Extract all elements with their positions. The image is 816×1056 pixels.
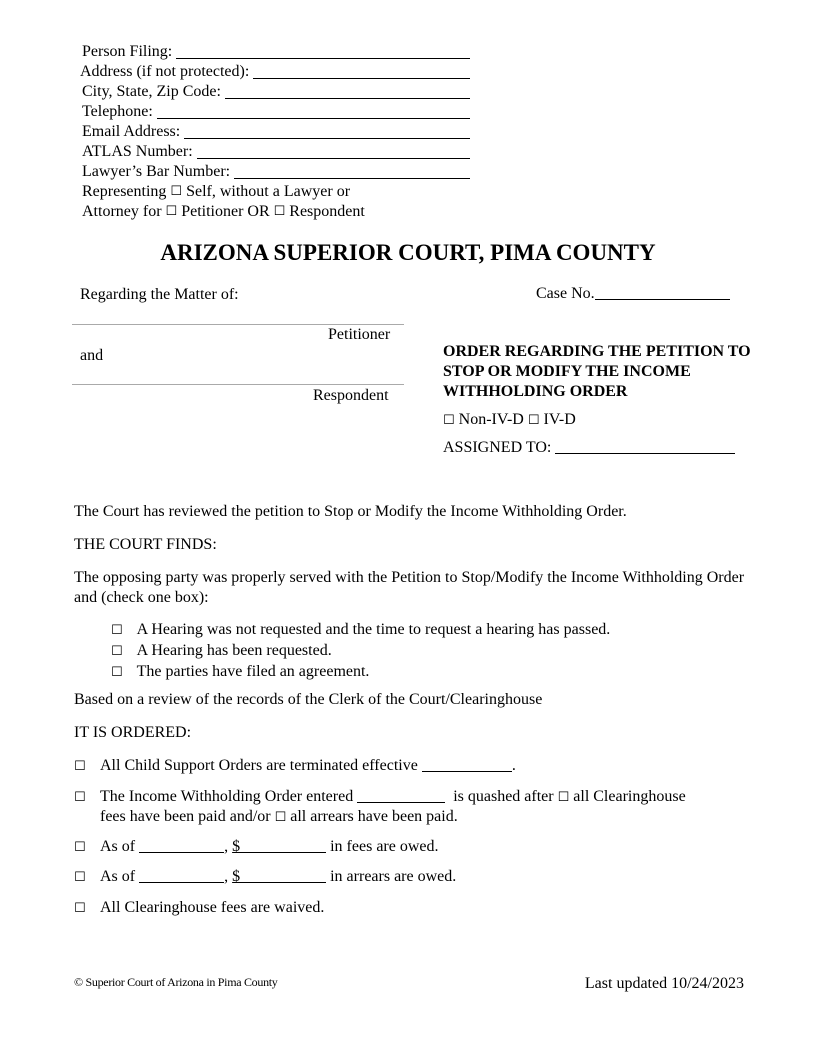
arrears-owed-checkbox[interactable]: ☐ <box>74 870 86 885</box>
assigned-to-label: ASSIGNED TO: <box>443 439 552 456</box>
records-statement: Based on a review of the records of the Clerk of the Court/Clearinghouse <box>74 691 543 708</box>
arrears-amount-field[interactable] <box>240 881 326 883</box>
order-title: ORDER REGARDING THE PETITION TO STOP OR MODIFY THE INCOME WITHHOLDING ORDER <box>443 343 751 400</box>
bar-number-label: Lawyer’s Bar Number: <box>82 163 231 180</box>
it-is-ordered-heading: IT IS ORDERED: <box>74 724 192 741</box>
fees-dollar-sign: $ <box>232 838 241 855</box>
arrears-owed-label: in arrears are owed. <box>330 868 457 885</box>
reviewed-statement: The Court has reviewed the petition to Stop or Modify the Income Withholding Order. <box>74 503 627 520</box>
court-finds-heading: THE COURT FINDS: <box>74 536 217 553</box>
fees-date-field[interactable] <box>139 851 224 853</box>
fees-owed-label: in fees are owed. <box>330 838 439 855</box>
attorney-label: Attorney for <box>82 203 162 220</box>
filer-info-block <box>82 42 470 222</box>
order-arrears-owed: ☐ As of , $ in arrears are owed. <box>74 867 744 888</box>
assigned-to-row <box>443 439 735 457</box>
case-type-row <box>443 411 576 429</box>
atlas-label: ATLAS Number: <box>82 143 193 160</box>
iv-d-checkbox[interactable]: ☐ <box>527 413 540 428</box>
case-number-label: Case No. <box>536 285 595 302</box>
fees-owed-checkbox[interactable]: ☐ <box>74 840 86 855</box>
city-state-zip-row <box>82 82 470 102</box>
email-label: Email Address: <box>82 123 181 140</box>
finding-option-2-checkbox[interactable]: ☐ <box>111 644 123 659</box>
matter-label: Regarding the Matter of: <box>80 286 239 303</box>
telephone-row <box>82 102 470 122</box>
assigned-to-field[interactable] <box>555 452 735 454</box>
telephone-label: Telephone: <box>82 103 153 120</box>
footer-copyright: © Superior Court of Arizona in Pima County <box>74 975 278 989</box>
order-terminated: ☐ All Child Support Orders are terminated effective . <box>74 756 744 777</box>
atlas-row <box>82 142 470 162</box>
finding-option-1-label: A Hearing was not requested and the time to request a hearing has passed. <box>136 621 611 638</box>
address-row <box>80 62 470 82</box>
person-filing-label: Person Filing: <box>82 43 173 60</box>
fees-waived-checkbox[interactable]: ☐ <box>74 901 86 916</box>
finding-option-3-checkbox[interactable]: ☐ <box>111 665 123 680</box>
termination-date-field[interactable] <box>422 770 512 772</box>
petitioner-checkbox[interactable]: ☐ <box>165 204 178 219</box>
respondent-name-line[interactable] <box>72 384 404 385</box>
order-iwo-label-b: is quashed after <box>453 788 554 805</box>
email-field[interactable] <box>184 137 470 139</box>
petitioner-option-label: Petitioner OR <box>181 203 270 220</box>
iv-d-label: IV-D <box>543 411 576 428</box>
address-field[interactable] <box>253 77 470 79</box>
finding-option-1 <box>111 621 610 639</box>
non-iv-d-label: Non-IV-D <box>458 411 524 428</box>
telephone-field[interactable] <box>157 117 470 119</box>
self-label: Self, without a Lawyer or <box>186 183 351 200</box>
atlas-field[interactable] <box>197 157 470 159</box>
bar-number-row <box>82 162 470 182</box>
address-label: Address (if not protected): <box>80 63 250 80</box>
self-checkbox[interactable]: ☐ <box>170 184 183 199</box>
respondent-checkbox[interactable]: ☐ <box>273 204 286 219</box>
iwo-date-field[interactable] <box>357 801 445 803</box>
person-filing-row <box>82 42 470 62</box>
email-row <box>82 122 470 142</box>
court-title: ARIZONA SUPERIOR COURT, PIMA COUNTY <box>160 240 656 265</box>
finding-option-2 <box>111 642 332 660</box>
arrears-paid-checkbox[interactable]: ☐ <box>274 810 287 825</box>
arrears-dollar-sign: $ <box>232 868 241 885</box>
order-iwo-label-a: The Income Withholding Order entered <box>100 788 354 805</box>
respondent-label: Respondent <box>313 387 389 404</box>
served-statement: The opposing party was properly served with the Petition to Stop/Modify the Income Withholding Order and (check one box): <box>74 569 745 606</box>
person-filing-field[interactable] <box>176 57 470 59</box>
order-fees-owed: ☐ As of , $ in fees are owed. <box>74 837 744 858</box>
finding-option-1-checkbox[interactable]: ☐ <box>111 623 123 638</box>
order-fees-waived <box>74 898 744 919</box>
petitioner-name-line[interactable] <box>72 324 404 325</box>
case-number-field[interactable] <box>595 298 730 300</box>
order-iwo-label-e: all arrears have been paid. <box>290 808 458 825</box>
representing-label: Representing <box>82 183 167 200</box>
respondent-option-label: Respondent <box>289 203 365 220</box>
and-label: and <box>80 347 104 364</box>
order-iwo-quashed-cont <box>100 807 770 828</box>
fees-as-of-label: As of <box>100 838 136 855</box>
order-iwo-checkbox[interactable]: ☐ <box>74 790 86 805</box>
case-number-row <box>536 285 730 303</box>
city-state-zip-label: City, State, Zip Code: <box>82 83 221 100</box>
finding-option-2-label: A Hearing has been requested. <box>136 642 332 659</box>
finding-option-3 <box>111 663 369 681</box>
attorney-row <box>82 202 470 222</box>
footer-last-updated: Last updated 10/24/2023 <box>584 975 744 992</box>
bar-number-field[interactable] <box>234 177 470 179</box>
order-terminated-label: All Child Support Orders are terminated effective <box>100 757 418 774</box>
city-state-zip-field[interactable] <box>225 97 470 99</box>
clearinghouse-fees-checkbox[interactable]: ☐ <box>557 790 570 805</box>
finding-option-3-label: The parties have filed an agreement. <box>136 663 370 680</box>
non-iv-d-checkbox[interactable]: ☐ <box>443 413 455 428</box>
order-terminated-checkbox[interactable]: ☐ <box>74 759 86 774</box>
fees-waived-label: All Clearinghouse fees are waived. <box>100 899 325 916</box>
arrears-as-of-label: As of <box>100 868 136 885</box>
order-iwo-quashed <box>74 787 744 808</box>
order-iwo-label-c: all Clearinghouse <box>573 788 686 805</box>
order-iwo-label-d: fees have been paid and/or <box>100 808 271 825</box>
petitioner-label: Petitioner <box>328 326 391 343</box>
fees-amount-field[interactable] <box>240 851 326 853</box>
representing-row <box>82 182 470 202</box>
arrears-date-field[interactable] <box>139 881 224 883</box>
